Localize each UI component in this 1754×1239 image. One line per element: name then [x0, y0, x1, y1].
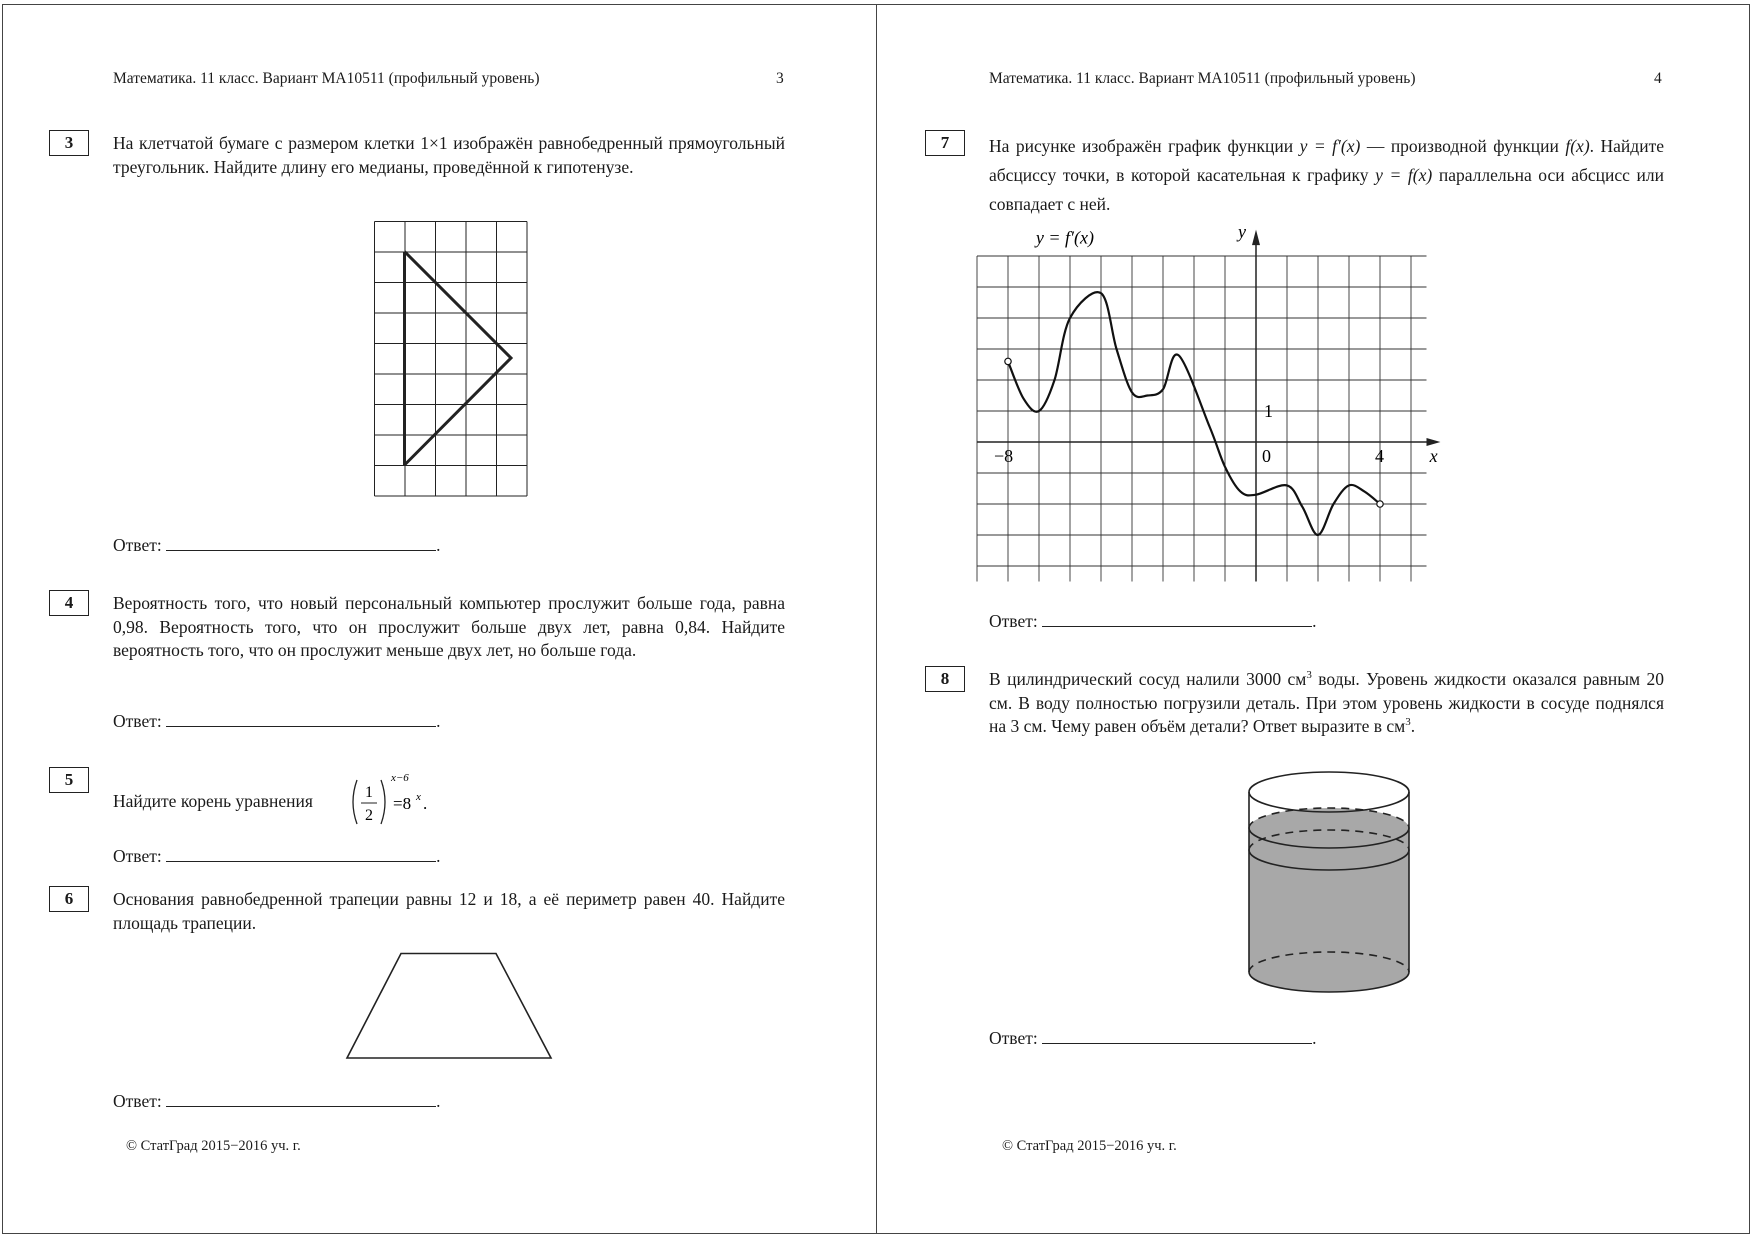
trapezoid-figure: [345, 952, 553, 1060]
x-tick-label: 0: [1262, 446, 1271, 466]
text-fragment: воды. Уровень жидкости оказался равным 20 см. В воду полностью погрузили деталь. При этом уровень жидкости в сосуде поднялся на 3 см. Чему равен объём детали? Ответ выразите в см: [989, 669, 1664, 736]
math-fragment: y = f′(x): [1299, 136, 1361, 156]
answer-label: Ответ:: [113, 1091, 162, 1111]
question-text: [989, 668, 1664, 739]
equation-suffix: .: [423, 794, 428, 813]
answer-field[interactable]: Ответ: .: [113, 1091, 441, 1111]
x-axis-arrow: [1427, 438, 1441, 446]
equation-formula: [349, 772, 469, 832]
liquid-body: [1249, 828, 1409, 992]
math-fragment: y = f(x): [1375, 165, 1433, 185]
y-axis-arrow: [1252, 230, 1260, 246]
question-number: 5: [49, 767, 89, 793]
x-tick-label: −8: [994, 446, 1014, 466]
question-number: 6: [49, 886, 89, 912]
answer-field[interactable]: Ответ: .: [113, 535, 441, 555]
cylinder-top: [1249, 772, 1409, 812]
equation-exponent: x−6: [391, 772, 409, 784]
left-page: [0, 0, 876, 1239]
answer-label: Ответ:: [113, 846, 162, 866]
answer-field[interactable]: Ответ: .: [113, 846, 441, 866]
copyright: © СтатГрад 2015−2016 уч. г.: [1002, 1138, 1177, 1154]
question-number: 7: [925, 130, 965, 156]
equation-rhs-exponent: x: [416, 791, 421, 803]
y-tick-label: 1: [1264, 401, 1273, 421]
y-axis-label: y: [1238, 221, 1246, 242]
x-axis-label: x: [1429, 446, 1438, 466]
page-header: Математика. 11 класс. Вариант МА10511 (профильный уровень): [989, 70, 1416, 87]
open-endpoint: [1005, 358, 1011, 364]
answer-label: Ответ:: [113, 711, 162, 731]
trapezoid-shape: [347, 954, 551, 1059]
answer-field[interactable]: Ответ: .: [989, 611, 1317, 631]
text-fragment: На рисунке изображён график функции: [989, 136, 1294, 156]
equation-rhs: =8: [393, 794, 412, 813]
superscript: 3: [1405, 716, 1411, 729]
grid-triangle-figure: [374, 221, 528, 497]
question-text: [113, 772, 673, 832]
text-fragment: . Найдите абсциссу точки, в которой касательная к графику: [989, 136, 1664, 185]
open-endpoint: [1377, 501, 1383, 507]
copyright: © СтатГрад 2015−2016 уч. г.: [126, 1138, 301, 1154]
x-tick-label: 4: [1375, 446, 1384, 466]
question-text: Основания равнобедренной трапеции равны 12 и 18, а её периметр равен 40. Найдите площадь трапеции.: [113, 889, 785, 933]
question-number: 3: [49, 130, 89, 156]
fraction-denominator: 2: [365, 807, 373, 824]
derivative-graph: [877, 0, 1754, 600]
page-header: Математика. 11 класс. Вариант МА10511 (профильный уровень): [113, 70, 540, 87]
equation-prefix: Найдите корень уравнения: [113, 791, 313, 811]
text-fragment: параллельна оси абсцисс или совпадает с ней.: [989, 165, 1664, 214]
answer-field[interactable]: Ответ: .: [989, 1028, 1317, 1048]
chart-title: y = f′(x): [1035, 227, 1094, 248]
answer-label: Ответ:: [989, 1028, 1038, 1048]
answer-field[interactable]: Ответ: .: [113, 711, 441, 731]
answer-label: Ответ:: [989, 611, 1038, 631]
triangle-shape: [405, 252, 512, 466]
right-page: [877, 0, 1754, 1239]
text-fragment: В цилиндрический сосуд налили 3000 см: [989, 669, 1307, 689]
text-fragment: — производной функции: [1366, 136, 1559, 156]
superscript: 3: [1306, 669, 1312, 682]
cylinder-figure: [1247, 770, 1417, 995]
question-number: 8: [925, 666, 965, 692]
question-number: 4: [49, 590, 89, 616]
page-number: 4: [1654, 70, 1662, 87]
fraction-numerator: 1: [365, 784, 373, 801]
question-text: Вероятность того, что новый персональный компьютер прослужит больше года, равна 0,98. Вероятность того, что он прослужит больше двух лет, равна 0,84. Найдите вероятность того, что он прослужит меньше двух лет, но больше года.: [113, 593, 785, 660]
text-fragment: .: [1410, 716, 1416, 736]
question-text: На клетчатой бумаге с размером клетки 1×1 изображён равнобедренный прямоугольный треугольник. Найдите длину его медианы, проведённой к гипотенузе.: [113, 133, 785, 177]
page-number: 3: [776, 70, 784, 87]
math-fragment: f(x): [1565, 136, 1590, 156]
chart-grid: [977, 256, 1427, 582]
answer-label: Ответ:: [113, 535, 162, 555]
